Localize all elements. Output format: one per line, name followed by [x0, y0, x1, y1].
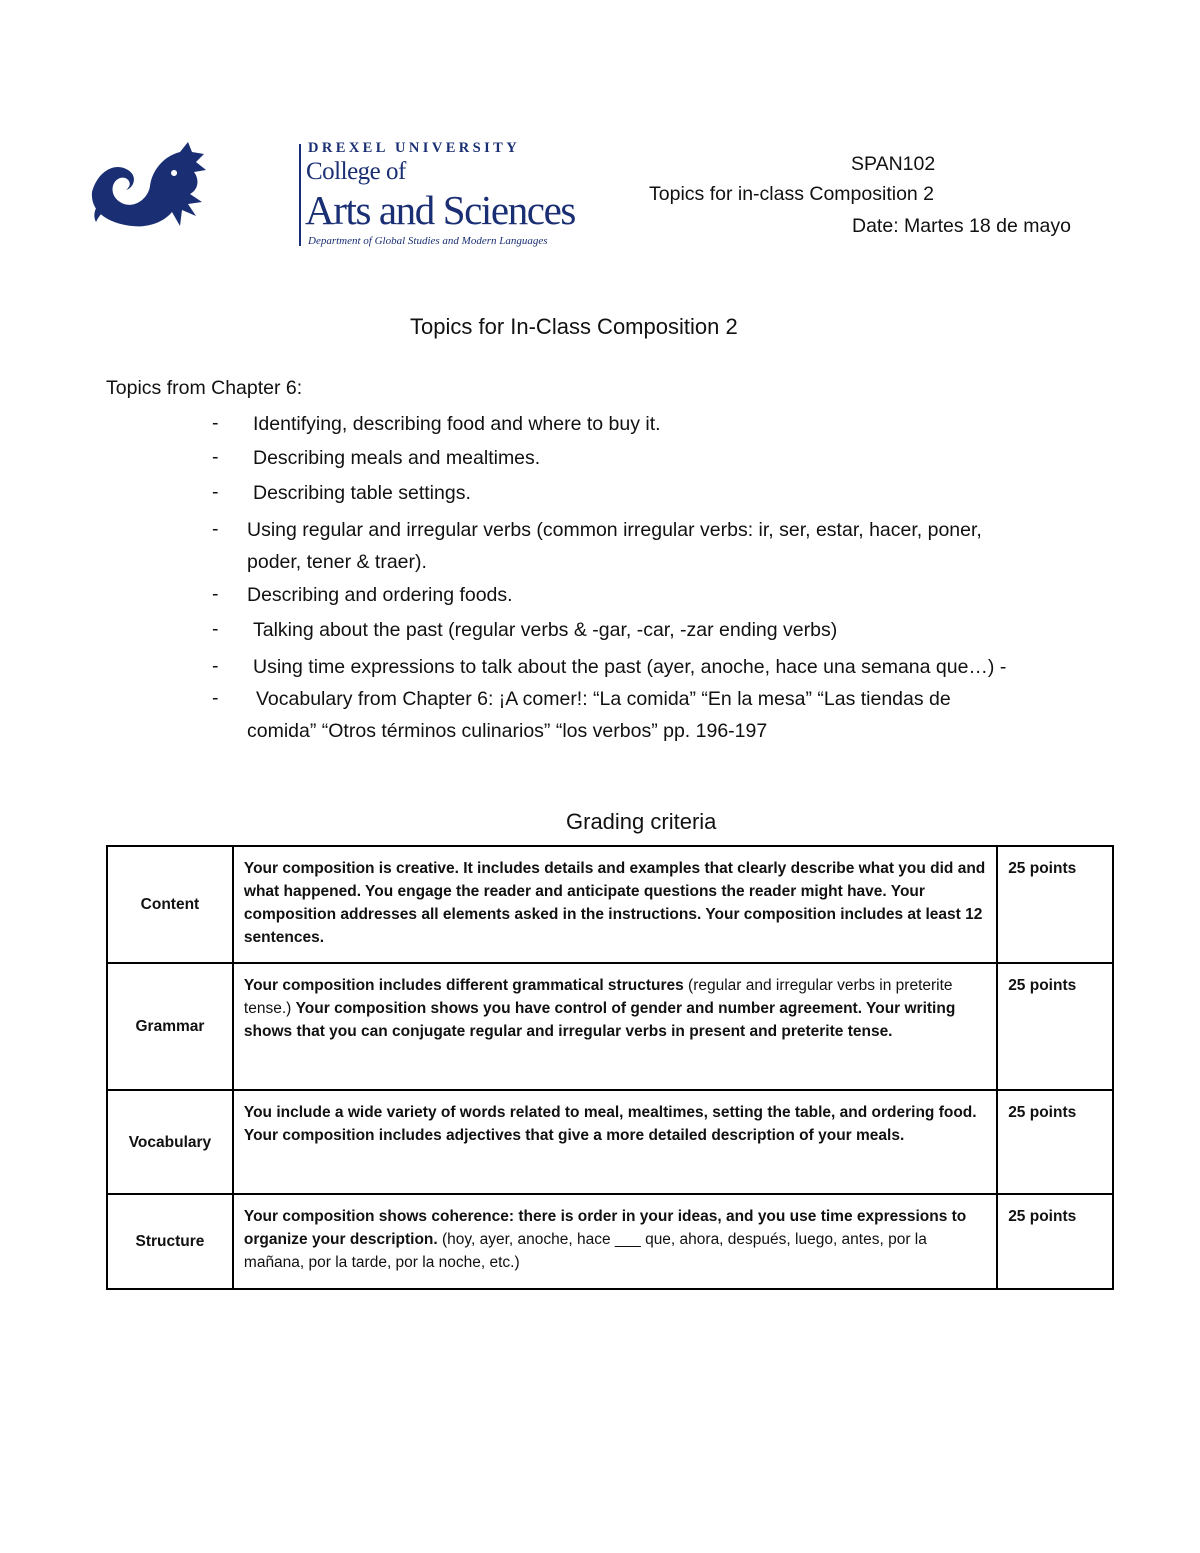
points-cell: 25 points — [997, 1090, 1113, 1194]
header-date: Date: Martes 18 de mayo — [852, 215, 1071, 237]
course-code: SPAN102 — [851, 153, 936, 175]
description-cell — [233, 1194, 997, 1289]
topics-heading: Topics from Chapter 6: — [106, 377, 303, 399]
list-item: Describing and ordering foods. — [247, 584, 513, 606]
bullet-dash: - — [212, 655, 219, 677]
bullet-dash: - — [212, 618, 219, 640]
table-row — [107, 1090, 1113, 1194]
points-cell: 25 points — [997, 846, 1113, 963]
table-row — [107, 846, 1113, 963]
list-item: Identifying, describing food and where to buy it. — [253, 413, 661, 435]
page-title: Topics for In-Class Composition 2 — [410, 314, 738, 339]
college-logo — [88, 140, 575, 252]
list-item: Vocabulary from Chapter 6: ¡A comer!: “La comida” “En la mesa” “Las tiendas de — [256, 688, 951, 710]
list-item: Describing meals and mealtimes. — [253, 447, 541, 469]
description-plain: (regular and irregular verbs in preterite tense.) — [243, 977, 953, 1017]
table-row — [107, 963, 1113, 1090]
list-item: Using time expressions to talk about the past (ayer, anoche, hace una semana que…) - — [253, 656, 1007, 678]
description-bold: Your composition shows you have control of gender and number agreement. Your writing shows that you can conjugate regular and irregular verbs in present and preterite tense. — [243, 1000, 956, 1040]
category-cell: Grammar — [107, 963, 233, 1090]
description-cell: Your composition is creative. It includes details and examples that clearly describe what you did and what happened. You engage the reader and anticipate questions the reader might have. Your composition addresses all elements asked in the instructions. Your composition includes at least 12 sentences. — [233, 846, 997, 963]
list-item: Describing table settings. — [253, 482, 471, 504]
logo-college: College of — [306, 158, 406, 185]
bullet-dash: - — [212, 446, 219, 468]
bullet-dash: - — [212, 481, 219, 503]
category-cell: Content — [107, 846, 233, 963]
logo-school: Arts and Sciences — [305, 187, 575, 233]
list-item: Talking about the past (regular verbs & -gar, -car, -zar ending verbs) — [253, 619, 838, 641]
points-cell: 25 points — [997, 1194, 1113, 1289]
grading-title: Grading criteria — [566, 809, 717, 834]
description-bold: Your composition includes different grammatical structures — [243, 977, 684, 994]
bullet-dash: - — [212, 412, 219, 434]
logo-university: DREXEL UNIVERSITY — [308, 140, 521, 156]
points-cell: 25 points — [997, 963, 1113, 1090]
description-cell: You include a wide variety of words related to meal, mealtimes, setting the table, and ordering food. Your composition includes adjectives that give a more detailed description of your meals. — [233, 1090, 997, 1194]
bullet-dash: - — [212, 583, 219, 605]
logo-divider — [299, 144, 301, 246]
list-item-continuation: comida” “Otros términos culinarios” “los verbos” pp. 196-197 — [247, 720, 768, 742]
description-cell — [233, 963, 997, 1090]
bullet-dash: - — [212, 518, 219, 540]
description-plain: (hoy, ayer, anoche, hace ___ que, ahora, después, luego, antes, por la mañana, por la tarde, por la noche, etc.) — [243, 1231, 927, 1271]
description-bold: Your composition shows coherence: there is order in your ideas, and you use time expressions to organize your description. — [243, 1208, 967, 1248]
list-item-continuation: poder, tener & traer). — [247, 551, 427, 573]
category-cell: Vocabulary — [107, 1090, 233, 1194]
category-cell: Structure — [107, 1194, 233, 1289]
grading-table — [106, 845, 1114, 1290]
bullet-dash: - — [212, 687, 219, 709]
logo-department: Department of Global Studies and Modern Languages — [308, 235, 548, 247]
dragon-icon — [88, 140, 210, 230]
table-row — [107, 1194, 1113, 1289]
header-subtitle: Topics for in-class Composition 2 — [649, 183, 935, 205]
list-item: Using regular and irregular verbs (common irregular verbs: ir, ser, estar, hacer, poner, — [247, 519, 982, 541]
